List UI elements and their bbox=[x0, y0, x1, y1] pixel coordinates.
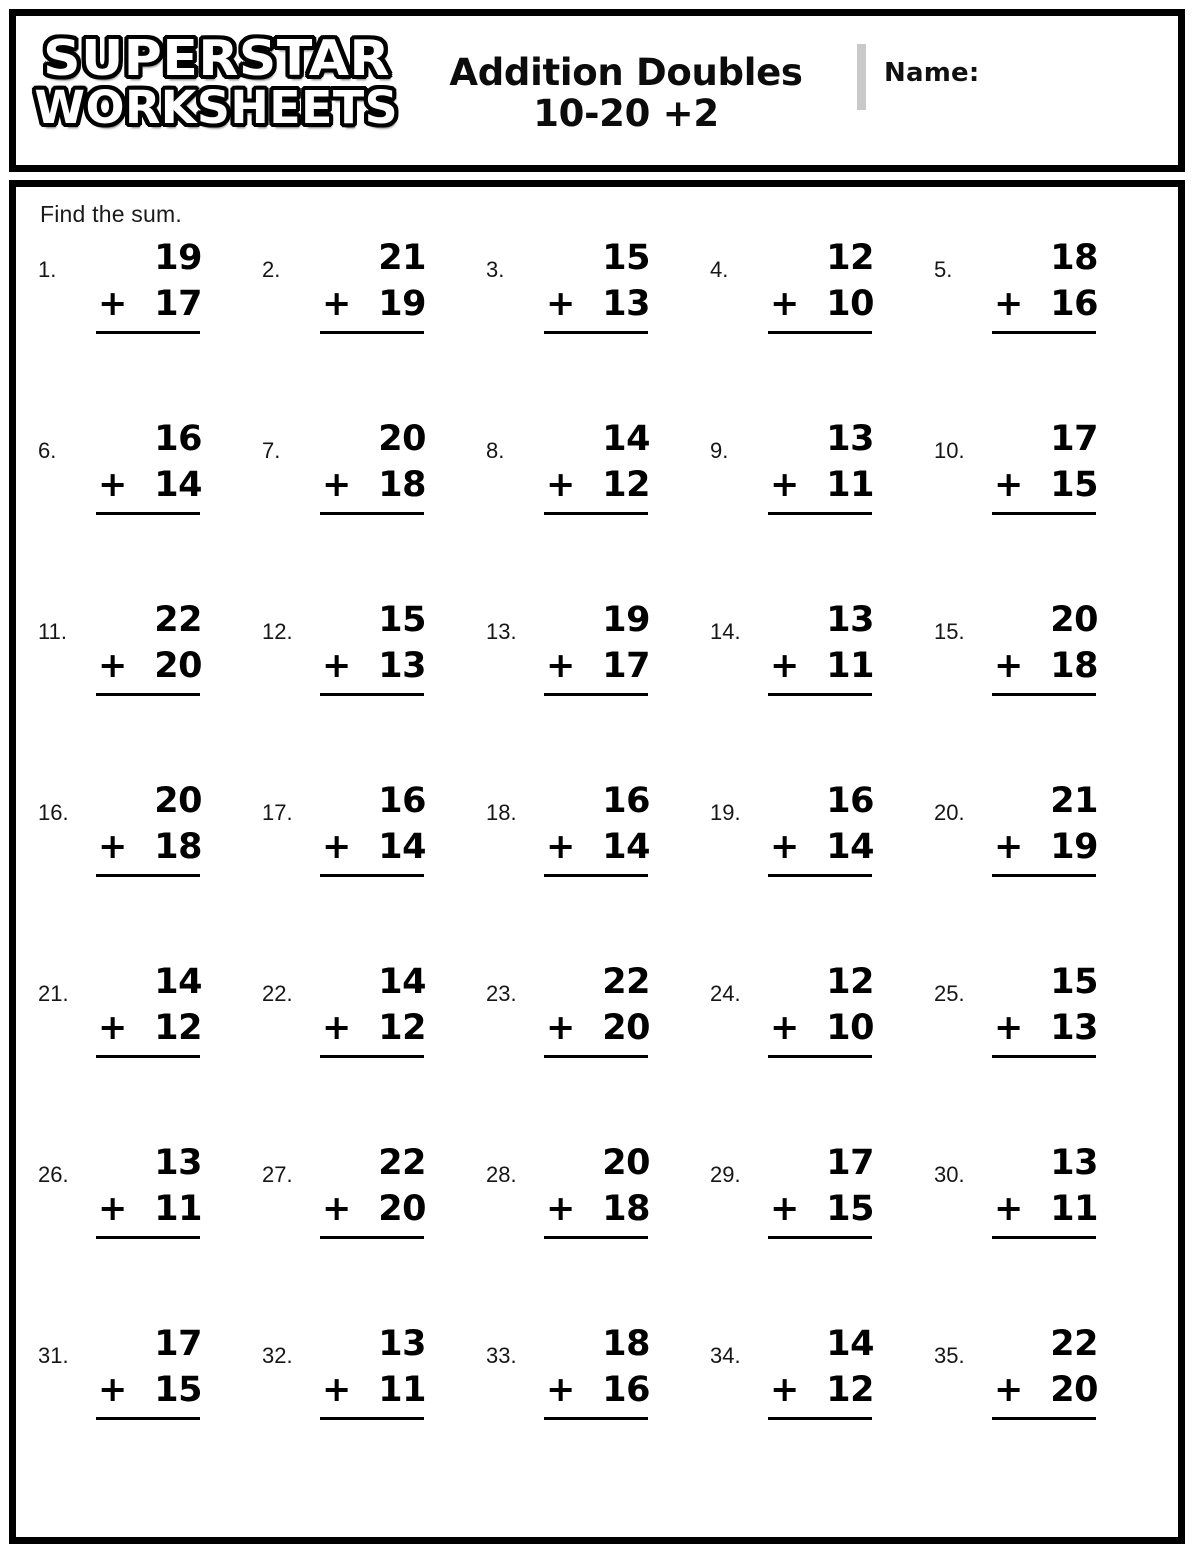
instruction-text: Find the sum. bbox=[40, 201, 182, 227]
logo-line-worksheets: WORKSHEETS bbox=[34, 80, 399, 134]
plus-operator: + bbox=[546, 827, 575, 867]
problem-stack bbox=[756, 600, 884, 696]
answer-rule[interactable] bbox=[320, 331, 424, 334]
plus-operator: + bbox=[546, 646, 575, 686]
problem-item bbox=[934, 961, 1158, 1142]
addend-top: 15 bbox=[1050, 962, 1098, 1002]
plus-operator: + bbox=[98, 1189, 127, 1229]
plus-operator: + bbox=[98, 1008, 127, 1048]
addend-top: 16 bbox=[826, 781, 874, 821]
problem-item bbox=[486, 237, 710, 418]
problem-number: 31. bbox=[38, 1343, 69, 1368]
problem-number: 6. bbox=[38, 438, 57, 463]
answer-rule[interactable] bbox=[544, 1236, 648, 1239]
answer-rule[interactable] bbox=[96, 1055, 200, 1058]
problem-item bbox=[934, 1142, 1158, 1323]
addend-bottom: 20 bbox=[378, 1189, 426, 1229]
problem-item bbox=[38, 961, 262, 1142]
problem-stack bbox=[980, 1143, 1108, 1239]
plus-operator: + bbox=[322, 646, 351, 686]
addend-bottom: 12 bbox=[826, 1370, 874, 1410]
problem-number: 20. bbox=[934, 800, 965, 825]
addend-top: 17 bbox=[826, 1143, 874, 1183]
problem-number: 24. bbox=[710, 981, 741, 1006]
problem-item bbox=[934, 780, 1158, 961]
problem-stack bbox=[308, 419, 436, 515]
addend-bottom-row bbox=[84, 465, 212, 505]
problem-item bbox=[262, 961, 486, 1142]
plus-operator: + bbox=[98, 465, 127, 505]
addend-top: 12 bbox=[826, 238, 874, 278]
answer-rule[interactable] bbox=[320, 512, 424, 515]
addend-bottom-row bbox=[308, 284, 436, 324]
addend-bottom-row bbox=[980, 284, 1108, 324]
addend-bottom: 14 bbox=[378, 827, 426, 867]
problem-stack bbox=[532, 1324, 660, 1420]
addend-top: 22 bbox=[1050, 1324, 1098, 1364]
problem-number: 7. bbox=[262, 438, 281, 463]
addend-bottom-row bbox=[532, 1370, 660, 1410]
addend-top: 14 bbox=[826, 1324, 874, 1364]
addend-bottom-row bbox=[532, 827, 660, 867]
answer-rule[interactable] bbox=[768, 331, 872, 334]
addend-bottom: 20 bbox=[154, 646, 202, 686]
problem-stack bbox=[84, 238, 212, 334]
addend-top: 16 bbox=[154, 419, 202, 459]
plus-operator: + bbox=[994, 1008, 1023, 1048]
addend-bottom: 15 bbox=[1050, 465, 1098, 505]
addend-bottom: 20 bbox=[602, 1008, 650, 1048]
problem-number: 13. bbox=[486, 619, 517, 644]
answer-rule[interactable] bbox=[320, 1417, 424, 1420]
answer-rule[interactable] bbox=[96, 1417, 200, 1420]
plus-operator: + bbox=[994, 284, 1023, 324]
addend-bottom-row bbox=[308, 1008, 436, 1048]
plus-operator: + bbox=[546, 1008, 575, 1048]
problem-stack bbox=[84, 600, 212, 696]
addend-bottom: 15 bbox=[154, 1370, 202, 1410]
answer-rule[interactable] bbox=[96, 512, 200, 515]
addend-top: 21 bbox=[378, 238, 426, 278]
problem-item bbox=[38, 599, 262, 780]
problem-number: 2. bbox=[262, 257, 281, 282]
problem-stack bbox=[532, 962, 660, 1058]
addend-bottom-row bbox=[308, 465, 436, 505]
problem-number: 1. bbox=[38, 257, 57, 282]
plus-operator: + bbox=[994, 1189, 1023, 1229]
problem-number: 30. bbox=[934, 1162, 965, 1187]
problem-stack bbox=[980, 1324, 1108, 1420]
problem-stack bbox=[308, 1143, 436, 1239]
problem-item bbox=[934, 237, 1158, 418]
addend-bottom-row bbox=[980, 465, 1108, 505]
problem-stack bbox=[756, 419, 884, 515]
plus-operator: + bbox=[770, 465, 799, 505]
plus-operator: + bbox=[322, 465, 351, 505]
addend-bottom: 18 bbox=[1050, 646, 1098, 686]
addend-top: 20 bbox=[602, 1143, 650, 1183]
plus-operator: + bbox=[994, 1370, 1023, 1410]
problem-number: 32. bbox=[262, 1343, 293, 1368]
addend-bottom: 13 bbox=[1050, 1008, 1098, 1048]
addend-top: 18 bbox=[602, 1324, 650, 1364]
addend-top: 12 bbox=[826, 962, 874, 1002]
answer-rule[interactable] bbox=[992, 874, 1096, 877]
problem-item bbox=[262, 1323, 486, 1504]
addend-bottom-row bbox=[308, 827, 436, 867]
plus-operator: + bbox=[770, 1008, 799, 1048]
name-divider bbox=[857, 44, 866, 110]
addend-top: 13 bbox=[378, 1324, 426, 1364]
plus-operator: + bbox=[994, 465, 1023, 505]
problem-number: 12. bbox=[262, 619, 293, 644]
answer-rule[interactable] bbox=[320, 874, 424, 877]
answer-rule[interactable] bbox=[992, 1055, 1096, 1058]
addend-top: 15 bbox=[602, 238, 650, 278]
problem-stack bbox=[84, 962, 212, 1058]
addend-bottom: 12 bbox=[378, 1008, 426, 1048]
addend-bottom-row bbox=[980, 1008, 1108, 1048]
problem-number: 27. bbox=[262, 1162, 293, 1187]
plus-operator: + bbox=[322, 284, 351, 324]
plus-operator: + bbox=[770, 1370, 799, 1410]
problem-stack bbox=[756, 781, 884, 877]
addend-bottom-row bbox=[84, 1008, 212, 1048]
answer-rule[interactable] bbox=[320, 1236, 424, 1239]
answer-rule[interactable] bbox=[768, 874, 872, 877]
addend-bottom: 10 bbox=[826, 1008, 874, 1048]
addend-top: 13 bbox=[1050, 1143, 1098, 1183]
problem-item bbox=[486, 1142, 710, 1323]
addend-bottom: 14 bbox=[602, 827, 650, 867]
addend-top: 20 bbox=[154, 781, 202, 821]
plus-operator: + bbox=[546, 284, 575, 324]
addend-top: 17 bbox=[154, 1324, 202, 1364]
problem-stack bbox=[532, 600, 660, 696]
worksheet-body bbox=[9, 180, 1185, 1544]
answer-rule[interactable] bbox=[96, 693, 200, 696]
problem-number: 9. bbox=[710, 438, 729, 463]
addend-bottom: 19 bbox=[1050, 827, 1098, 867]
answer-rule[interactable] bbox=[96, 874, 200, 877]
problem-stack bbox=[980, 419, 1108, 515]
worksheet-header bbox=[9, 9, 1185, 172]
answer-rule[interactable] bbox=[320, 1055, 424, 1058]
problem-stack bbox=[756, 1143, 884, 1239]
problem-item bbox=[38, 1142, 262, 1323]
problem-stack bbox=[980, 600, 1108, 696]
answer-rule[interactable] bbox=[768, 512, 872, 515]
addend-top: 19 bbox=[602, 600, 650, 640]
addend-top: 18 bbox=[1050, 238, 1098, 278]
plus-operator: + bbox=[994, 646, 1023, 686]
addend-top: 14 bbox=[602, 419, 650, 459]
problem-number: 28. bbox=[486, 1162, 517, 1187]
answer-rule[interactable] bbox=[768, 693, 872, 696]
addend-top: 19 bbox=[154, 238, 202, 278]
problem-stack bbox=[980, 781, 1108, 877]
problem-item bbox=[710, 237, 934, 418]
problem-number: 8. bbox=[486, 438, 505, 463]
answer-rule[interactable] bbox=[544, 693, 648, 696]
problem-number: 11. bbox=[38, 619, 67, 644]
plus-operator: + bbox=[770, 827, 799, 867]
problem-stack bbox=[84, 1324, 212, 1420]
problem-item bbox=[710, 599, 934, 780]
plus-operator: + bbox=[994, 827, 1023, 867]
problem-stack bbox=[84, 781, 212, 877]
answer-rule[interactable] bbox=[992, 331, 1096, 334]
addend-top: 22 bbox=[602, 962, 650, 1002]
superstar-worksheets-logo bbox=[34, 29, 399, 134]
addend-top: 16 bbox=[602, 781, 650, 821]
problem-stack bbox=[980, 238, 1108, 334]
problem-item bbox=[262, 1142, 486, 1323]
addend-bottom-row bbox=[308, 646, 436, 686]
answer-rule[interactable] bbox=[992, 512, 1096, 515]
plus-operator: + bbox=[98, 284, 127, 324]
plus-operator: + bbox=[770, 646, 799, 686]
addend-bottom: 14 bbox=[826, 827, 874, 867]
addend-bottom: 17 bbox=[154, 284, 202, 324]
problem-item bbox=[262, 237, 486, 418]
answer-rule[interactable] bbox=[992, 1417, 1096, 1420]
plus-operator: + bbox=[322, 1189, 351, 1229]
addend-bottom: 11 bbox=[378, 1370, 426, 1410]
problem-item bbox=[38, 780, 262, 961]
problem-item bbox=[710, 1323, 934, 1504]
addend-top: 20 bbox=[378, 419, 426, 459]
problem-item bbox=[38, 1323, 262, 1504]
addend-bottom: 11 bbox=[826, 465, 874, 505]
problem-stack bbox=[756, 962, 884, 1058]
problem-number: 14. bbox=[710, 619, 741, 644]
answer-rule[interactable] bbox=[768, 1055, 872, 1058]
addend-top: 15 bbox=[378, 600, 426, 640]
page-title-line-1: Addition Doubles bbox=[449, 51, 803, 94]
addend-bottom-row bbox=[980, 1370, 1108, 1410]
problem-stack bbox=[756, 1324, 884, 1420]
page-title-line-2: 10-20 +2 bbox=[533, 92, 719, 136]
problem-number: 4. bbox=[710, 257, 729, 282]
addend-top: 17 bbox=[1050, 419, 1098, 459]
problem-number: 22. bbox=[262, 981, 293, 1006]
addend-top: 22 bbox=[378, 1143, 426, 1183]
problem-number: 18. bbox=[486, 800, 517, 825]
addend-bottom-row bbox=[308, 1370, 436, 1410]
problem-stack bbox=[84, 1143, 212, 1239]
problem-stack bbox=[532, 419, 660, 515]
answer-rule[interactable] bbox=[544, 874, 648, 877]
addend-bottom: 17 bbox=[602, 646, 650, 686]
problem-stack bbox=[308, 1324, 436, 1420]
page-title bbox=[416, 52, 836, 135]
addend-top: 21 bbox=[1050, 781, 1098, 821]
addend-bottom: 12 bbox=[602, 465, 650, 505]
addend-bottom: 13 bbox=[378, 646, 426, 686]
plus-operator: + bbox=[546, 465, 575, 505]
addend-bottom: 10 bbox=[826, 284, 874, 324]
problem-number: 26. bbox=[38, 1162, 69, 1187]
addend-bottom-row bbox=[532, 1189, 660, 1229]
problem-number: 19. bbox=[710, 800, 741, 825]
problem-item bbox=[486, 1323, 710, 1504]
problem-stack bbox=[532, 238, 660, 334]
problem-number: 17. bbox=[262, 800, 293, 825]
problem-stack bbox=[308, 600, 436, 696]
plus-operator: + bbox=[770, 284, 799, 324]
addend-top: 20 bbox=[1050, 600, 1098, 640]
addend-bottom-row bbox=[532, 646, 660, 686]
problem-item bbox=[486, 418, 710, 599]
plus-operator: + bbox=[98, 646, 127, 686]
problem-number: 10. bbox=[934, 438, 965, 463]
answer-rule[interactable] bbox=[320, 693, 424, 696]
logo-line-superstar: SUPERSTAR bbox=[43, 29, 390, 87]
problem-stack bbox=[308, 962, 436, 1058]
problem-item bbox=[486, 599, 710, 780]
plus-operator: + bbox=[98, 827, 127, 867]
addend-bottom-row bbox=[756, 284, 884, 324]
addend-top: 22 bbox=[154, 600, 202, 640]
addend-bottom: 11 bbox=[1050, 1189, 1098, 1229]
problem-item bbox=[710, 780, 934, 961]
problem-item bbox=[934, 1323, 1158, 1504]
problem-number: 15. bbox=[934, 619, 965, 644]
problem-stack bbox=[532, 1143, 660, 1239]
problem-number: 16. bbox=[38, 800, 69, 825]
addend-bottom: 18 bbox=[154, 827, 202, 867]
problem-stack bbox=[756, 238, 884, 334]
problem-number: 25. bbox=[934, 981, 965, 1006]
addend-bottom-row bbox=[756, 827, 884, 867]
plus-operator: + bbox=[322, 1008, 351, 1048]
problem-item bbox=[486, 780, 710, 961]
addend-bottom-row bbox=[308, 1189, 436, 1229]
problem-item bbox=[934, 599, 1158, 780]
addend-bottom: 11 bbox=[826, 646, 874, 686]
addend-bottom: 13 bbox=[602, 284, 650, 324]
answer-rule[interactable] bbox=[96, 331, 200, 334]
problem-number: 3. bbox=[486, 257, 505, 282]
addend-bottom: 15 bbox=[826, 1189, 874, 1229]
addend-top: 13 bbox=[154, 1143, 202, 1183]
problem-item bbox=[262, 599, 486, 780]
problem-item bbox=[38, 237, 262, 418]
problem-grid bbox=[38, 237, 1158, 1504]
problem-item bbox=[934, 418, 1158, 599]
plus-operator: + bbox=[322, 1370, 351, 1410]
problem-number: 34. bbox=[710, 1343, 741, 1368]
addend-bottom-row bbox=[980, 827, 1108, 867]
addend-bottom-row bbox=[84, 1370, 212, 1410]
plus-operator: + bbox=[98, 1370, 127, 1410]
problem-number: 29. bbox=[710, 1162, 741, 1187]
answer-rule[interactable] bbox=[544, 1055, 648, 1058]
addend-top: 16 bbox=[378, 781, 426, 821]
addend-bottom-row bbox=[532, 1008, 660, 1048]
addend-bottom-row bbox=[84, 646, 212, 686]
plus-operator: + bbox=[546, 1189, 575, 1229]
addend-bottom: 16 bbox=[1050, 284, 1098, 324]
plus-operator: + bbox=[546, 1370, 575, 1410]
answer-rule[interactable] bbox=[544, 1417, 648, 1420]
problem-stack bbox=[532, 781, 660, 877]
problem-number: 5. bbox=[934, 257, 953, 282]
addend-top: 14 bbox=[154, 962, 202, 1002]
problem-item bbox=[710, 418, 934, 599]
problem-item bbox=[38, 418, 262, 599]
problem-stack bbox=[308, 238, 436, 334]
problem-item bbox=[710, 961, 934, 1142]
addend-top: 13 bbox=[826, 419, 874, 459]
addend-bottom-row bbox=[980, 1189, 1108, 1229]
addend-bottom: 16 bbox=[602, 1370, 650, 1410]
addend-bottom: 20 bbox=[1050, 1370, 1098, 1410]
addend-bottom-row bbox=[756, 646, 884, 686]
answer-rule[interactable] bbox=[544, 512, 648, 515]
addend-bottom-row bbox=[84, 1189, 212, 1229]
answer-rule[interactable] bbox=[768, 1417, 872, 1420]
problem-stack bbox=[308, 781, 436, 877]
addend-bottom-row bbox=[532, 465, 660, 505]
problem-number: 21. bbox=[38, 981, 69, 1006]
addend-bottom-row bbox=[84, 827, 212, 867]
answer-rule[interactable] bbox=[992, 693, 1096, 696]
problem-item bbox=[486, 961, 710, 1142]
addend-bottom: 12 bbox=[154, 1008, 202, 1048]
problem-number: 33. bbox=[486, 1343, 517, 1368]
addend-bottom: 14 bbox=[154, 465, 202, 505]
addend-bottom-row bbox=[84, 284, 212, 324]
answer-rule[interactable] bbox=[544, 331, 648, 334]
addend-bottom-row bbox=[756, 1008, 884, 1048]
plus-operator: + bbox=[322, 827, 351, 867]
addend-bottom-row bbox=[532, 284, 660, 324]
plus-operator: + bbox=[770, 1189, 799, 1229]
problem-item bbox=[262, 418, 486, 599]
name-label: Name: bbox=[884, 58, 980, 88]
problem-item bbox=[710, 1142, 934, 1323]
addend-bottom-row bbox=[756, 465, 884, 505]
problem-stack bbox=[980, 962, 1108, 1058]
problem-stack bbox=[84, 419, 212, 515]
addend-bottom: 19 bbox=[378, 284, 426, 324]
answer-rule[interactable] bbox=[768, 1236, 872, 1239]
addend-bottom: 18 bbox=[378, 465, 426, 505]
addend-top: 14 bbox=[378, 962, 426, 1002]
addend-bottom-row bbox=[980, 646, 1108, 686]
answer-rule[interactable] bbox=[96, 1236, 200, 1239]
addend-top: 13 bbox=[826, 600, 874, 640]
problem-number: 23. bbox=[486, 981, 517, 1006]
addend-bottom-row bbox=[756, 1370, 884, 1410]
addend-bottom: 18 bbox=[602, 1189, 650, 1229]
answer-rule[interactable] bbox=[992, 1236, 1096, 1239]
addend-bottom-row bbox=[756, 1189, 884, 1229]
problem-number: 35. bbox=[934, 1343, 965, 1368]
problem-item bbox=[262, 780, 486, 961]
addend-bottom: 11 bbox=[154, 1189, 202, 1229]
